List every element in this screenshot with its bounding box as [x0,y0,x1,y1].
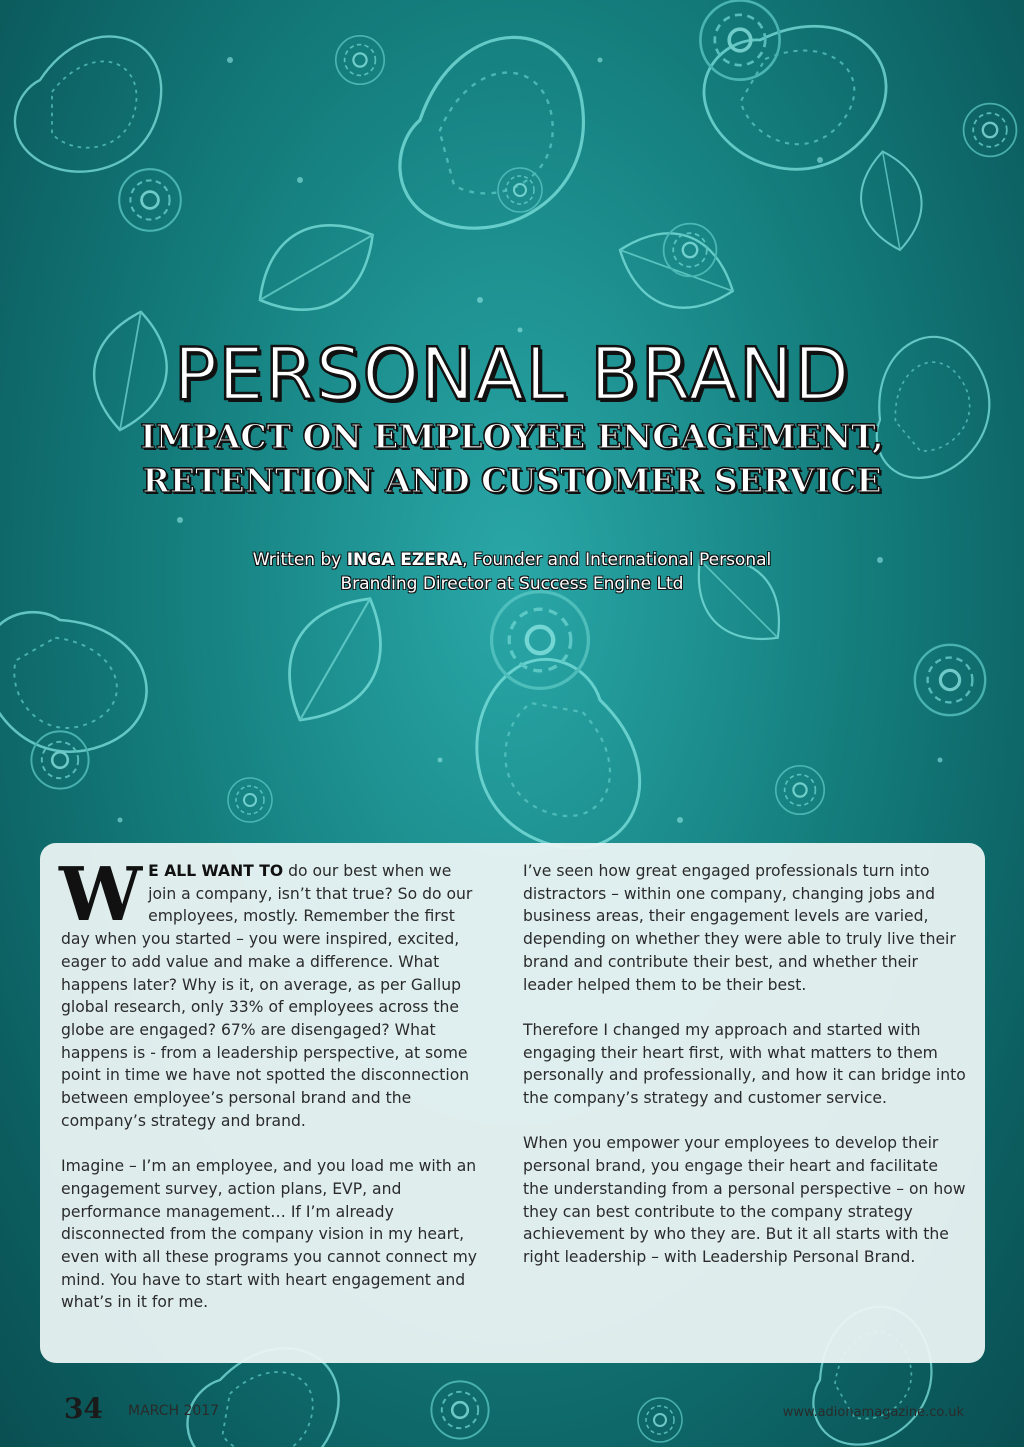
byline-line-2: Branding Director at Success Engine Ltd [340,574,684,594]
byline-prefix: Written by [252,550,347,570]
article-title: PERSONAL BRAND [173,332,851,416]
article-column-right [523,860,968,1291]
subtitle-line-1: IMPACT ON EMPLOYEE ENGAGEMENT, [140,417,884,456]
article-byline [0,548,1024,596]
drop-cap: W [59,852,143,938]
paragraph-1-text: do our best when we join a company, isn’t that true? So do our employees, mostly. Remember the first day when you started – you were inspired, excited, eager to add value and make a difference. What happens later? Why is it, on average, as per Gallup global research, only 33% of employees across the globe are engaged? 67% are disengaged? What happens is - from a leadership perspective, at some point in time we have not spotted the disconnection between employee’s personal brand and the company’s strategy and brand. [61,862,473,1130]
lead-in: E ALL WANT TO [148,862,284,880]
article-column-left [59,852,481,1337]
article-subtitle [0,415,1024,503]
author-name: INGA EZERA [346,550,463,570]
issue-date: MARCH 2017 [128,1403,220,1419]
paragraph-2: Imagine – I’m an employee, and you load me with an engagement survey, action plans, EVP, and performance management… If I’m already disconnected from the company vision in my heart, even with all these programs you cannot connect my mind. You have to start with heart engagement and what’s in it for me. [61,1157,478,1312]
byline-rest: , Founder and International Personal [462,550,772,570]
magazine-website: www.adionamagazine.co.uk [782,1405,964,1420]
paragraph-3: I’ve seen how great engaged professionals turn into distractors – within one company, changing jobs and business areas, their engagement levels are varied, depending on whether they were able to truly live their brand and contribute their best, and whether their leader helped them to be their best. [523,862,956,994]
paragraph-1 [59,852,481,1132]
page-number: 34 [64,1392,103,1425]
paragraph-5: When you empower your employees to develop their personal brand, you engage their heart and facilitate the understanding from a personal perspective – on how they can best contribute to the company strategy achievement by who they are. But it all starts with the right leadership – with Leadership Personal Brand. [523,1134,966,1266]
byline-line-1 [0,548,1024,572]
subtitle-line-2: RETENTION AND CUSTOMER SERVICE [142,461,882,500]
paragraph-4: Therefore I changed my approach and started with engaging their heart first, with what matters to them personally and professionally, and how it can bridge into the company’s strategy and customer service. [523,1020,966,1108]
